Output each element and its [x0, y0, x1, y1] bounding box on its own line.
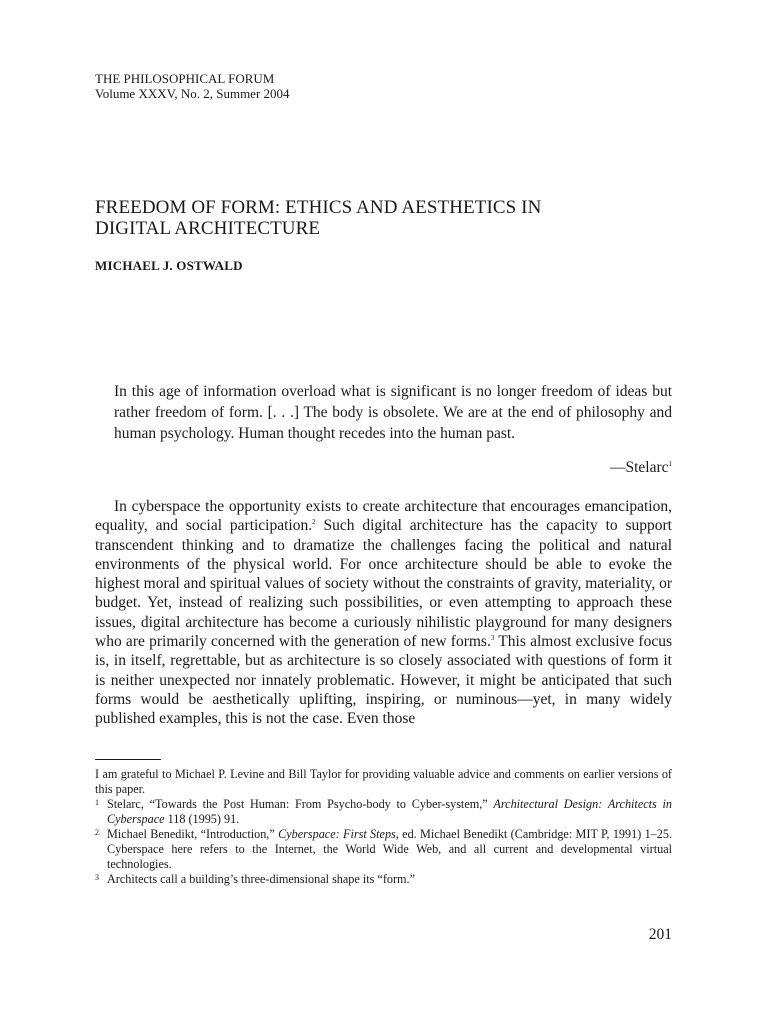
footnote-1: [95, 797, 672, 827]
epigraph-attribution-name: —Stelarc: [609, 459, 669, 476]
footnote-2-citation: , ed. Michael Benedikt (Cambridge: MIT P, 1991) 1–25. Cyberspace here refers to the Internet, the World Wide Web, and all current and developmental virtual technologies.: [107, 827, 672, 871]
footnote-ref-3: 3: [490, 633, 495, 642]
footnote-1-citation: 118 (1995) 91.: [164, 812, 240, 826]
body-paragraph: [95, 497, 672, 729]
page-number: 201: [648, 926, 672, 943]
journal-header: [95, 71, 290, 101]
journal-name: THE PHILOSOPHICAL FORUM: [95, 71, 275, 86]
article-author: MICHAEL J. OSTWALD: [95, 258, 243, 273]
footnote-1-title: Architectural Design: Architects in Cyberspace: [107, 797, 672, 826]
footnote-1-text: Stelarc, “Towards the Post Human: From Psycho-body to Cyber-system,”: [107, 797, 494, 811]
journal-volume: Volume XXXV, No. 2, Summer 2004: [95, 86, 290, 101]
footnote-2-number: 2: [95, 828, 99, 837]
body-text-segment: Such digital architecture has the capacity to support transcendent thinking and to dramatize the challenges facing the political and natural environments of the physical world. For once architecture should be able to evoke the highest moral and spiritual values of society without the constraints of gravity, materiality, or budget. Yet, instead of realizing such possibilities, or even attempting to approach these issues, digital architecture has become a curiously nihilistic playground for many designers who are primarily concerned with the generation of new forms.: [95, 517, 672, 651]
article-title-line-2: DIGITAL ARCHITECTURE: [95, 218, 321, 239]
footnote-2-text: Michael Benedikt, “Introduction,”: [107, 827, 279, 841]
article-title: [95, 197, 695, 239]
footnote-ref-2: 2: [312, 518, 316, 527]
footnotes: [95, 767, 672, 887]
footnote-3-number: 3: [95, 873, 99, 882]
acknowledgement-note: I am grateful to Michael P. Levine and Bill Taylor for providing valuable advice and comments on earlier versions of this paper.: [95, 767, 672, 796]
epigraph-attribution: [610, 457, 672, 478]
footnote-2-title: Cyberspace: First Steps: [278, 827, 396, 841]
epigraph-quote: In this age of information overload what is significant is no longer freedom of ideas but rather freedom of form. [. . .] The body is obsolete. We are at the end of philosophy and human psychology. Human thought recedes into the human past.: [114, 383, 672, 442]
footnote-2: [95, 827, 672, 872]
footnote-1-number: 1: [95, 798, 99, 807]
body-text: [95, 497, 672, 729]
article-title-line-1: FREEDOM OF FORM: ETHICS AND AESTHETICS IN: [95, 197, 542, 218]
footnote-ref-1: 1: [668, 459, 672, 468]
body-text-segment: In cyberspace the opportunity exists to create architecture that encourages emancipation, equality, and social participation.: [95, 498, 672, 535]
footnote-3-text: Architects call a building’s three-dimensional shape its “form.”: [107, 872, 415, 886]
footnote-divider: [95, 759, 161, 760]
body-text-segment: This almost exclusive focus is, in itself, regrettable, but as architecture is so closely associated with questions of form it is neither unexpected nor innately problematic. However, it might be anticipated that such forms would be aesthetically uplifting, inspiring, or numinous—yet, in many widely published examples, this is not the case. Even those: [95, 633, 673, 728]
footnote-3: [95, 872, 672, 887]
